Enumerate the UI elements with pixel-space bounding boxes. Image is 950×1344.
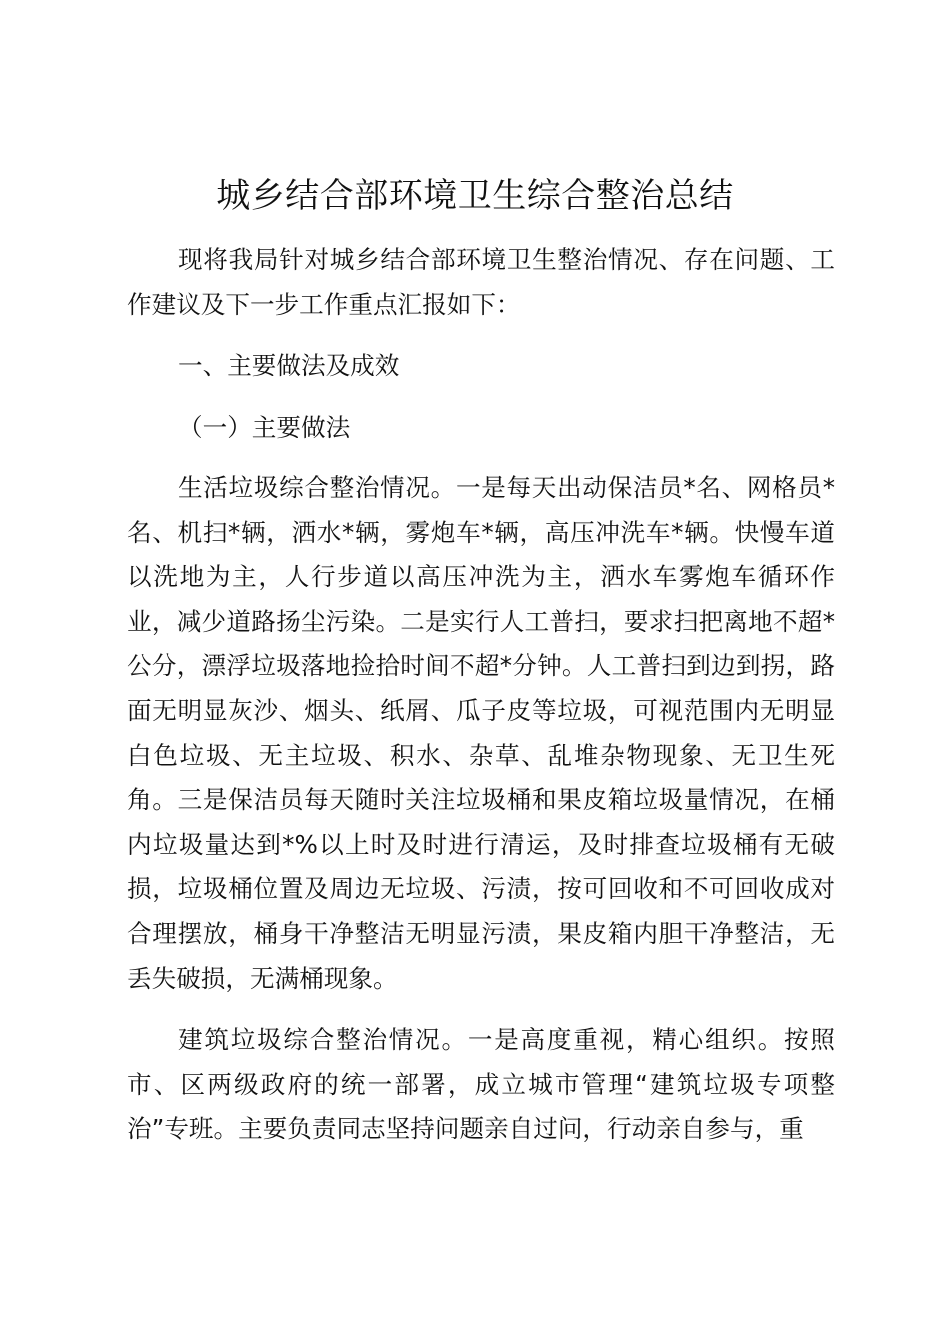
subsection-heading-1: （一）主要做法	[178, 413, 351, 442]
document-title: 城乡结合部环境卫生综合整治总结	[216, 176, 734, 216]
section-heading-1: 一、主要做法及成效	[178, 351, 400, 380]
body-paragraph-2: 建筑垃圾综合整治情况。一是高度重视，精心组织。按照市、区两级政府的统一部署，成立城市管理“建筑垃圾专项整治”专班。主要负责同志坚持问题亲自过问，行动亲自参与，重	[127, 1025, 835, 1144]
body-paragraph-1: 生活垃圾综合整治情况。一是每天出动保洁员*名、网格员*名、机扫*辆，洒水*辆，雾炮车*辆，高压冲洗车*辆。快慢车道以洗地为主，人行步道以高压冲洗为主，洒水车雾炮车循环作业，减少道路扬尘污染。二是实行人工普扫，要求扫把离地不超*公分，漂浮垃圾落地捡拾时间不超*分钟。人工普扫到边到拐，路面无明显灰沙、烟头、纸屑、瓜子皮等垃圾，可视范围内无明显白色垃圾、无主垃圾、积水、杂草、乱堆杂物现象、无卫生死角。三是保洁员每天随时关注垃圾桶和果皮箱垃圾量情况，在桶内垃圾量达到*%以上时及时进行清运，及时排查垃圾桶有无破损，垃圾桶位置及周边无垃圾、污渍，按可回收和不可回收成对合理摆放，桶身干净整洁无明显污渍，果皮箱内胆干净整洁，无丢失破损，无满桶现象。	[127, 473, 835, 993]
intro-paragraph: 现将我局针对城乡结合部环境卫生整治情况、存在问题、工作建议及下一步工作重点汇报如下：	[127, 245, 835, 319]
